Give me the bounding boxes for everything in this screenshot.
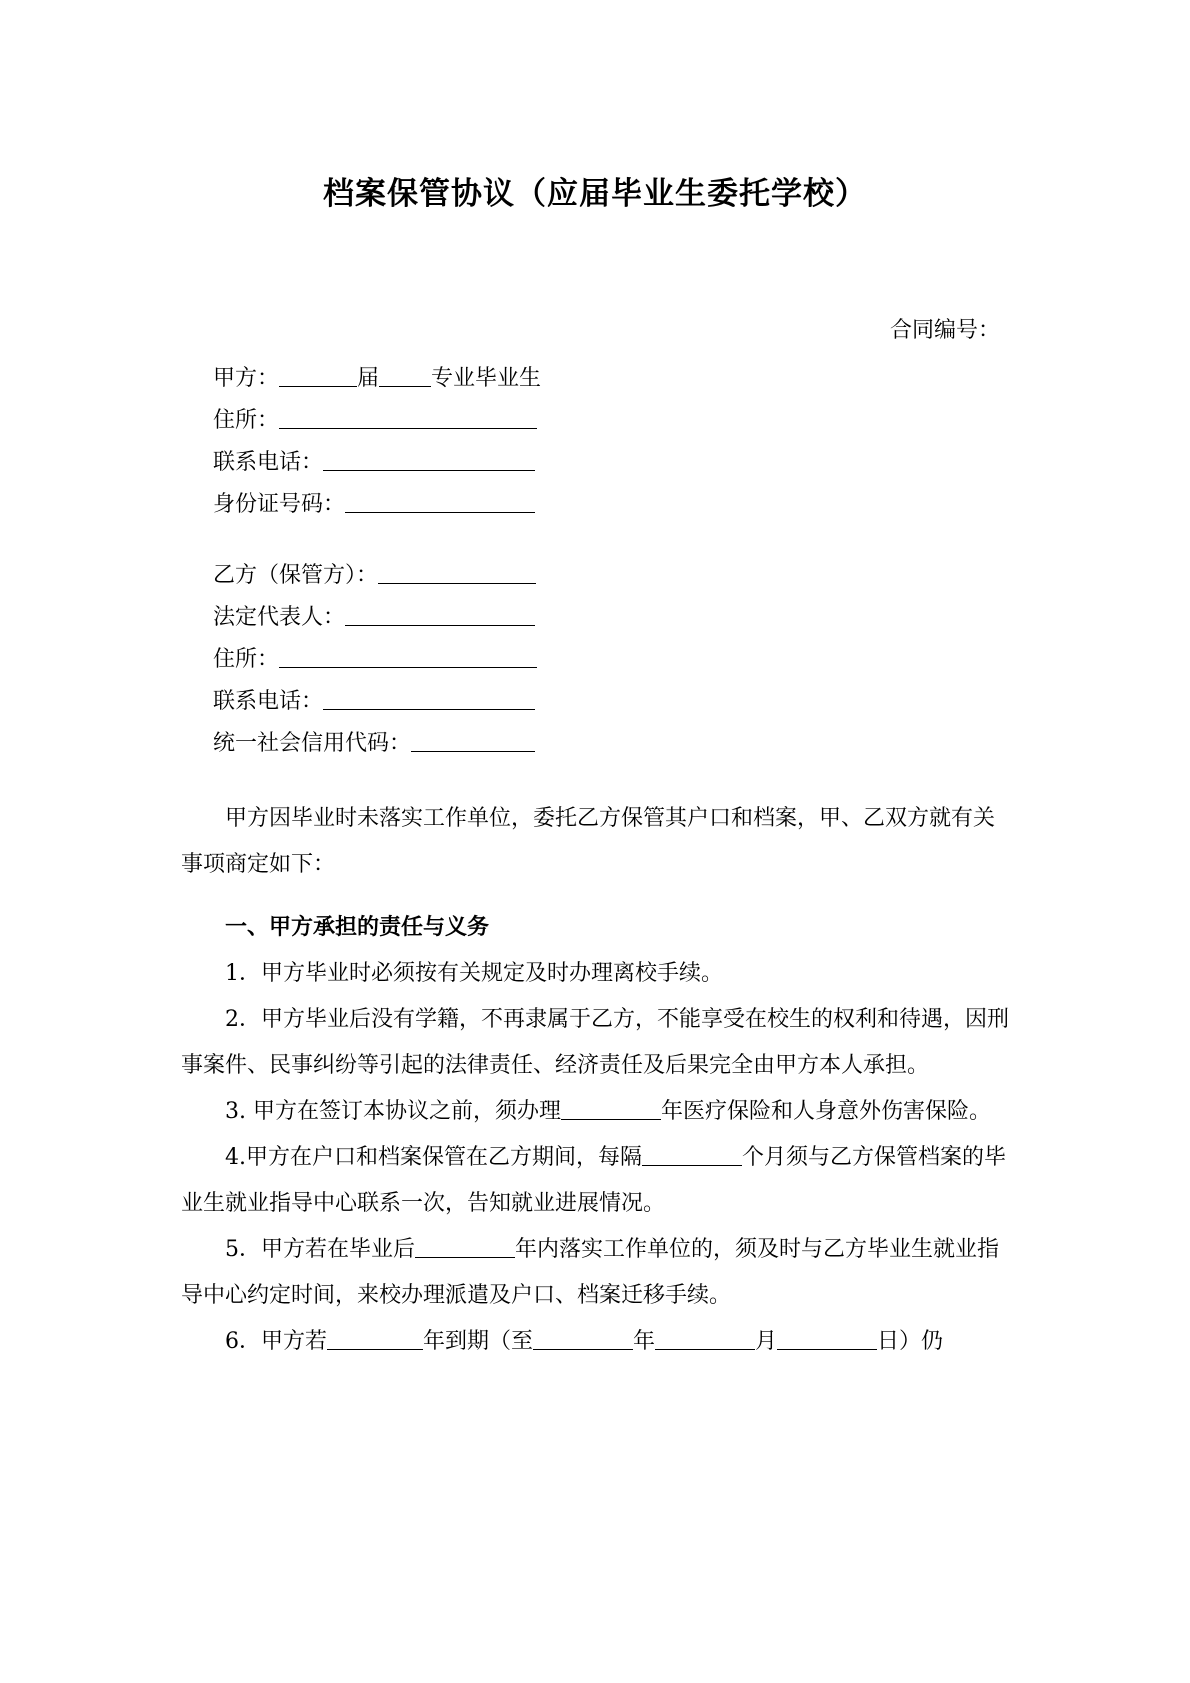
party-b-rep-label: 法定代表人： <box>213 605 346 630</box>
party-b-label: 乙方（保管方）： <box>213 563 379 588</box>
clause-3-text-a: 3. 甲方在签订本协议之前，须办理 <box>225 1099 561 1124</box>
clause-5 <box>181 1227 1011 1319</box>
end-day-field[interactable] <box>777 1327 877 1350</box>
party-a-address-label: 住所： <box>213 408 280 433</box>
party-b-rep-line <box>213 603 535 633</box>
clause-5-text-b: 年内落实工作单位的，须及时与乙方毕业生就业指导中心约定时间，来校办理派遣及户口、档案迁移手续。 <box>181 1237 1000 1308</box>
clause-4-text-a: 4.甲方在户口和档案保管在乙方期间，每隔 <box>225 1145 642 1170</box>
clause-5-text-a: 5．甲方若在毕业后 <box>225 1237 415 1262</box>
party-b-phone-line <box>213 687 535 717</box>
clause-3 <box>181 1089 1011 1135</box>
end-month-field[interactable] <box>655 1327 755 1350</box>
party-b-phone-label: 联系电话： <box>213 689 324 714</box>
party-b-credit-label: 统一社会信用代码： <box>213 731 412 756</box>
clause-2: 2．甲方毕业后没有学籍，不再隶属于乙方，不能享受在校生的权利和待遇，因刑事案件、民事纠纷等引起的法律责任、经济责任及后果完全由甲方本人承担。 <box>181 1007 1009 1078</box>
intro-paragraph: 甲方因毕业时未落实工作单位，委托乙方保管其户口和档案，甲、乙双方就有关事项商定如下： <box>181 806 996 877</box>
clause-6-text-5: 日）仍 <box>877 1329 944 1354</box>
party-a-id-label: 身份证号码： <box>213 492 346 517</box>
employment-years-field[interactable] <box>415 1235 515 1258</box>
clause-6 <box>181 1319 1011 1365</box>
party-b-credit-field[interactable] <box>411 729 535 752</box>
clause-6-text-3: 年 <box>633 1329 656 1354</box>
clause-1: 1．甲方毕业时必须按有关规定及时办理离校手续。 <box>225 961 723 986</box>
party-a-phone-field[interactable] <box>323 448 535 471</box>
document-title: 档案保管协议（应届毕业生委托学校） <box>323 176 867 212</box>
party-b-credit-line <box>213 729 535 759</box>
clause-6-text-1: 6．甲方若 <box>225 1329 327 1354</box>
major-text: 专业毕业生 <box>431 366 542 391</box>
clause-6-text-4: 月 <box>755 1329 778 1354</box>
clause-3-text-b: 年医疗保险和人身意外伤害保险。 <box>661 1099 992 1124</box>
party-a-line <box>213 364 541 394</box>
party-b-rep-field[interactable] <box>345 603 535 626</box>
clause-4-text-b: 个月须与乙方保管档案的毕业生就业指导中心联系一次，告知就业进展情况。 <box>181 1145 1007 1216</box>
party-a-phone-line <box>213 448 535 478</box>
party-a-label: 甲方： <box>213 366 280 391</box>
party-a-id-field[interactable] <box>345 490 535 513</box>
party-a-address-field[interactable] <box>279 406 537 429</box>
intro-block <box>181 796 1011 888</box>
graduation-year-field[interactable] <box>279 364 357 387</box>
party-b-line <box>213 561 536 591</box>
section-1 <box>181 905 1011 1365</box>
party-a-address-line <box>213 406 537 436</box>
session-unit: 届 <box>357 366 380 391</box>
term-years-field[interactable] <box>327 1327 423 1350</box>
major-field[interactable] <box>379 364 431 387</box>
party-b-address-line <box>213 645 537 675</box>
party-a-phone-label: 联系电话： <box>213 450 324 475</box>
contact-months-field[interactable] <box>642 1143 742 1166</box>
insurance-years-field[interactable] <box>561 1097 661 1120</box>
end-year-field[interactable] <box>533 1327 633 1350</box>
contract-number-label: 合同编号： <box>889 318 1000 343</box>
party-b-phone-field[interactable] <box>323 687 535 710</box>
party-a-id-line <box>213 490 535 520</box>
party-b-name-field[interactable] <box>378 561 536 584</box>
party-b-address-field[interactable] <box>279 645 537 668</box>
clause-6-text-2: 年到期（至 <box>423 1329 534 1354</box>
clause-4 <box>181 1135 1011 1227</box>
section-1-heading: 一、甲方承担的责任与义务 <box>225 915 490 940</box>
party-b-address-label: 住所： <box>213 647 280 672</box>
